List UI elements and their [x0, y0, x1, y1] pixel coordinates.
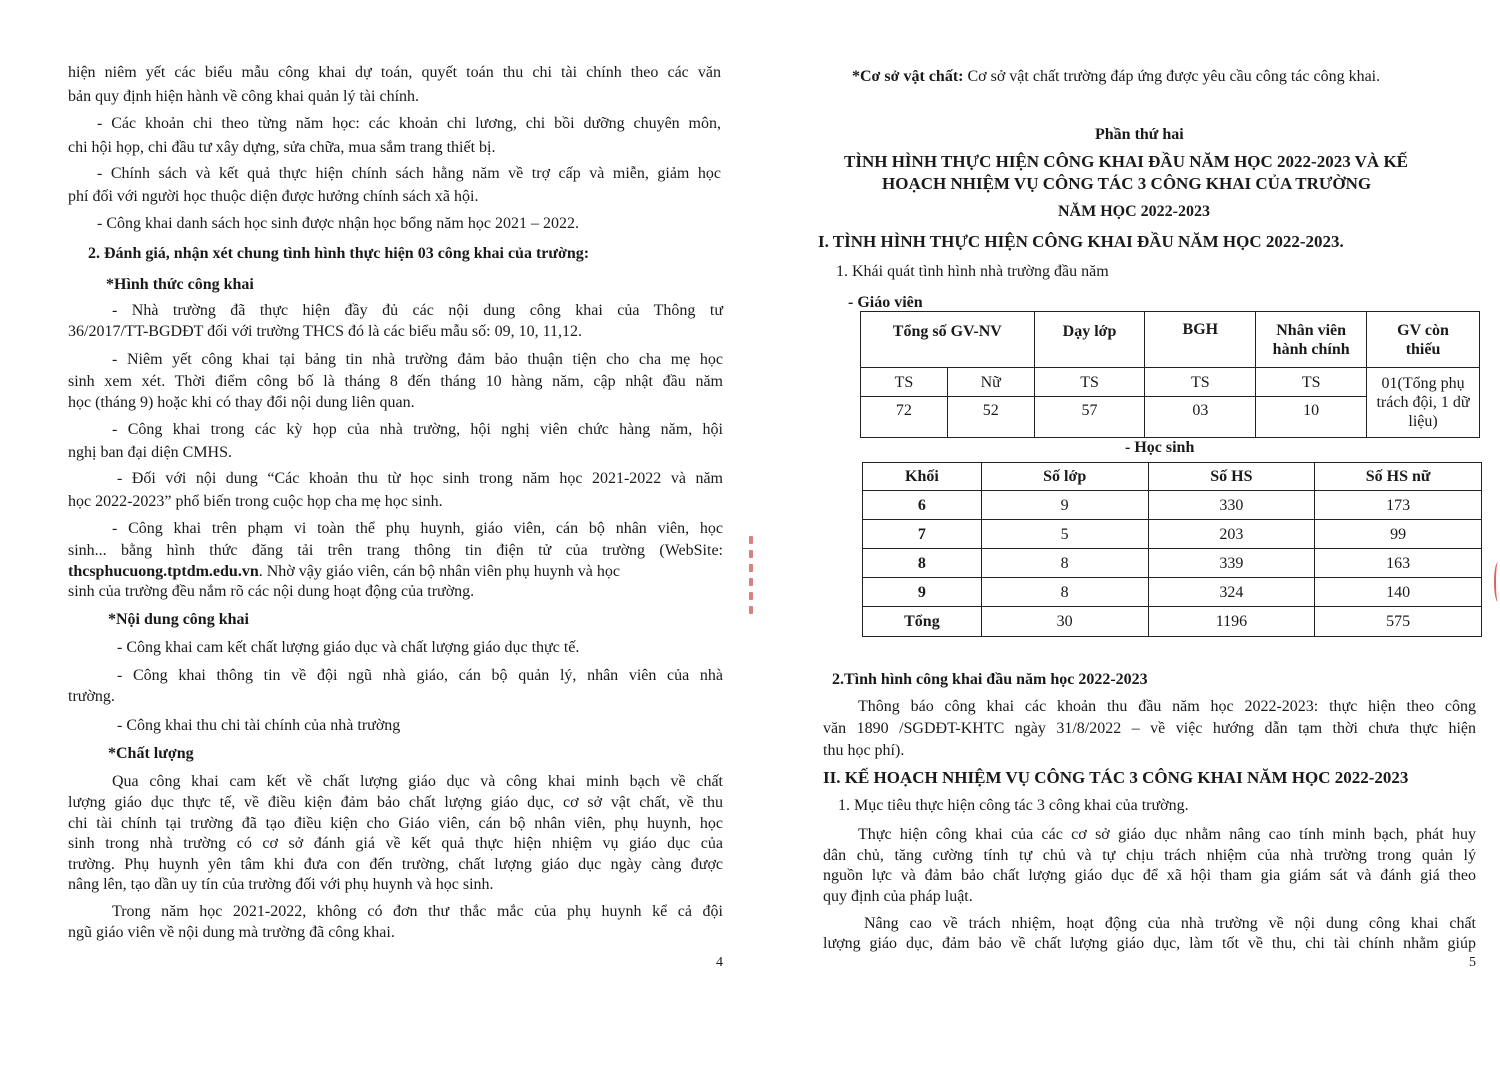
header-cell: Số HS	[1148, 463, 1315, 491]
value-cell: 339	[1148, 549, 1315, 578]
paragraph-line: Thực hiện công khai của các cơ sở giáo dục nhằm nâng cao tính minh bạch, phát huy	[858, 826, 1476, 843]
paragraph-line: sinh... bằng hình thức đăng tải trên trang thông tin điện tử của trường (WebSite:	[68, 542, 723, 559]
header-cell: BGH	[1145, 312, 1256, 368]
paragraph-line: - Niêm yết công khai tại bảng tin nhà trường đảm bảo thuận tiện cho cha mẹ học	[112, 351, 723, 368]
value-cell: 173	[1315, 491, 1482, 520]
sub-header-cell: TS	[861, 368, 948, 397]
total-label-cell: Tổng	[863, 607, 982, 637]
value-cell: 72	[861, 397, 948, 438]
paragraph-line: trường.	[68, 688, 115, 705]
section-heading: II. KẾ HOẠCH NHIỆM VỤ CÔNG TÁC 3 CÔNG KHAI NĂM HỌC 2022-2023	[823, 768, 1409, 787]
value-cell: 324	[1148, 578, 1315, 607]
paragraph-line: - Đối với nội dung “Các khoản thu từ học sinh trong năm học 2021-2022 và năm	[117, 470, 723, 487]
paragraph-line: Qua công khai cam kết về chất lượng giáo dục và công khai minh bạch về chất	[112, 773, 723, 790]
part-title: Phần thứ hai	[1095, 126, 1184, 143]
part-heading-line: HOẠCH NHIỆM VỤ CÔNG TÁC 3 CÔNG KHAI CỦA TRƯỜNG	[882, 174, 1372, 193]
paragraph-line: 36/2017/TT-BGDĐT đối với trường THCS đó là các biểu mẫu số: 09, 10, 11,12.	[68, 323, 583, 340]
table-row-total	[863, 607, 1482, 637]
page-number: 4	[716, 955, 723, 970]
value-cell: 30	[981, 607, 1148, 637]
header-cell: GV còn thiếu	[1367, 312, 1480, 368]
subheading: 1. Mục tiêu thực hiện công tác 3 công khai của trường.	[838, 797, 1189, 814]
paragraph-line: học (tháng 9) hoặc khi có thay đổi nội dung liên quan.	[68, 394, 415, 411]
paragraph-line: bản quy định hiện hành về công khai quản lý tài chính.	[68, 88, 420, 105]
student-table	[862, 462, 1482, 637]
stamp-mark	[744, 530, 758, 640]
paragraph-line: nghị ban đại diện CMHS.	[68, 444, 232, 461]
header-cell: Số lớp	[981, 463, 1148, 491]
paragraph-line: sinh trong nhà trường có cơ sở đánh giá về kết quả thực hiện nhiệm vụ giáo dục của	[68, 835, 723, 852]
paragraph-line: dân chủ, tăng cường tính tự chủ và tự chịu trách nhiệm của nhà trường trong quản lý	[823, 847, 1476, 864]
paragraph-line: Nâng cao về trách nhiệm, hoạt động của nhà trường về nội dung công khai chất	[864, 915, 1476, 932]
subheading: 2.Tình hình công khai đầu năm học 2022-2023	[832, 671, 1148, 688]
subheading: *Nội dung công khai	[108, 611, 249, 628]
value-cell: 03	[1145, 397, 1256, 438]
header-cell: Nhân viên hành chính	[1256, 312, 1367, 368]
teacher-table	[860, 311, 1480, 438]
grade-cell: 6	[863, 491, 982, 520]
paragraph-line: trường. Phụ huynh yên tâm khi đưa con đến trường, chất lượng giáo dục ngày càng được	[68, 856, 723, 873]
paragraph-line: hiện niêm yết các biểu mẫu công khai dự toán, quyết toán thu chi tài chính theo các văn	[68, 64, 721, 81]
table-row	[863, 549, 1482, 578]
header-cell: Tổng số GV-NV	[861, 312, 1035, 368]
value-cell: 57	[1034, 397, 1145, 438]
student-label: - Học sinh	[1125, 439, 1195, 456]
paragraph-line: phí đối với người học thuộc diện được hưởng chính sách xã hội.	[68, 188, 479, 205]
facility-label: *Cơ sở vật chất:	[852, 68, 964, 85]
paragraph-line: thu học phí).	[823, 742, 905, 759]
value-cell: 8	[981, 578, 1148, 607]
paragraph-line: - Công khai trong các kỳ họp của nhà trường, hội nghị viên chức hàng năm, hội	[112, 421, 723, 438]
table-row	[863, 520, 1482, 549]
value-cell: 163	[1315, 549, 1482, 578]
header-cell: Khối	[863, 463, 982, 491]
value-cell: 1196	[1148, 607, 1315, 637]
paragraph-line: văn 1890 /SGDĐT-KHTC ngày 31/8/2022 – về việc hướng dẫn tạm thời chưa thực hiện	[823, 720, 1476, 737]
grade-cell: 9	[863, 578, 982, 607]
sub-header-cell: TS	[1034, 368, 1145, 397]
website-link[interactable]: thcsphucuong.tptdm.edu.vn	[68, 563, 259, 580]
part-heading-line: NĂM HỌC 2022-2023	[1058, 203, 1210, 220]
subheading: *Hình thức công khai	[106, 276, 254, 293]
paragraph-line: - Chính sách và kết quả thực hiện chính sách hằng năm về trợ cấp và miễn, giảm học	[97, 165, 721, 182]
value-cell: 5	[981, 520, 1148, 549]
section-heading: 2. Đánh giá, nhận xét chung tình hình thực hiện 03 công khai của trường:	[88, 245, 590, 262]
paragraph-line: Trong năm học 2021-2022, không có đơn thư thắc mắc của phụ huynh kể cả đội	[112, 903, 723, 920]
value-cell: 575	[1315, 607, 1482, 637]
paragraph-line: nâng lên, tạo dần uy tín của trường đối với phụ huynh và học sinh.	[68, 876, 494, 893]
paragraph-line: học 2022-2023” phổ biến trong cuộc họp cha mẹ học sinh.	[68, 493, 443, 510]
missing-note-cell: 01(Tổng phụ trách đội, 1 dữ liệu)	[1367, 368, 1480, 438]
teacher-label: - Giáo viên	[848, 294, 923, 311]
paragraph-line: sinh của trường đều nắm rõ các nội dung hoạt động của trường.	[68, 583, 475, 600]
grade-cell: 8	[863, 549, 982, 578]
subheading: 1. Khái quát tình hình nhà trường đầu năm	[836, 263, 1109, 280]
right-page	[760, 0, 1500, 1070]
paragraph-line: - Công khai danh sách học sinh được nhận học bổng năm học 2021 – 2022.	[97, 215, 579, 232]
paragraph-line: - Nhà trường đã thực hiện đầy đủ các nội dung công khai của Thông tư	[112, 302, 723, 319]
paragraph-line	[68, 562, 723, 582]
paragraph-line: - Công khai thông tin về đội ngũ nhà giáo, cán bộ quản lý, nhân viên của nhà	[117, 667, 723, 684]
table-row	[863, 578, 1482, 607]
facility-text: Cơ sở vật chất trường đáp ứng được yêu cầu công tác công khai.	[963, 68, 1381, 85]
paragraph-line: chi tài chính tại trường đã tạo điều kiện cho Giáo viên, cán bộ nhân viên, phụ huynh, học	[68, 815, 723, 832]
paragraph-line: lượng giáo dục, đảm bảo về chất lượng giáo dục, làm tốt về thu, chi tài chính nhằm giúp	[823, 935, 1476, 952]
paragraph-text: . Nhờ vậy giáo viên, cán bộ nhân viên phụ huynh và học	[258, 563, 620, 580]
paragraph-line: Thông báo công khai các khoản thu đầu năm học 2022-2023: thực hiện theo công	[858, 698, 1476, 715]
part-heading-line: TÌNH HÌNH THỰC HIỆN CÔNG KHAI ĐẦU NĂM HỌC 2022-2023 VÀ KẾ	[844, 152, 1409, 171]
header-cell: Số HS nữ	[1315, 463, 1482, 491]
value-cell: 9	[981, 491, 1148, 520]
grade-cell: 7	[863, 520, 982, 549]
table-row	[863, 491, 1482, 520]
paragraph-line: nguồn lực và đảm bảo chất lượng giáo dục để xã hội tham gia giám sát và đánh giá theo	[823, 867, 1476, 884]
sub-header-cell: Nữ	[947, 368, 1034, 397]
page-number: 5	[1469, 955, 1476, 970]
value-cell: 10	[1256, 397, 1367, 438]
sub-header-cell: TS	[1145, 368, 1256, 397]
facility-line	[852, 67, 1380, 87]
sub-header-cell: TS	[1256, 368, 1367, 397]
value-cell: 330	[1148, 491, 1315, 520]
subheading: *Chất lượng	[108, 745, 194, 762]
paragraph-line: chi hội họp, chi đầu tư xây dựng, sửa chữa, mua sắm trang thiết bị.	[68, 139, 496, 156]
paragraph-line: - Công khai cam kết chất lượng giáo dục và chất lượng giáo dục thực tế.	[117, 639, 580, 656]
header-cell: Dạy lớp	[1034, 312, 1145, 368]
value-cell: 8	[981, 549, 1148, 578]
paragraph-line: lượng giáo dục thực tế, về điều kiện đảm bảo chất lượng giáo dục, cơ sở vật chất, về thu	[68, 794, 723, 811]
paragraph-line: quy định của pháp luật.	[823, 888, 973, 905]
value-cell: 203	[1148, 520, 1315, 549]
section-heading: I. TÌNH HÌNH THỰC HIỆN CÔNG KHAI ĐẦU NĂM HỌC 2022-2023.	[818, 232, 1344, 251]
value-cell: 99	[1315, 520, 1482, 549]
paragraph-line: sinh xem xét. Thời điểm công bố là tháng 8 đến tháng 10 hàng năm, cập nhật đầu năm	[68, 373, 723, 390]
paragraph-line: - Các khoản chi theo từng năm học: các khoản chi lương, chi bồi dưỡng chuyên môn,	[97, 115, 721, 132]
paragraph-line: ngũ giáo viên về nội dung mà trường đã công khai.	[68, 924, 395, 941]
paragraph-line: - Công khai trên phạm vi toàn thể phụ huynh, giáo viên, cán bộ nhân viên, học	[112, 520, 723, 537]
value-cell: 140	[1315, 578, 1482, 607]
value-cell: 52	[947, 397, 1034, 438]
paragraph-line: - Công khai thu chi tài chính của nhà trường	[117, 717, 401, 734]
red-edge-mark	[1494, 562, 1500, 602]
